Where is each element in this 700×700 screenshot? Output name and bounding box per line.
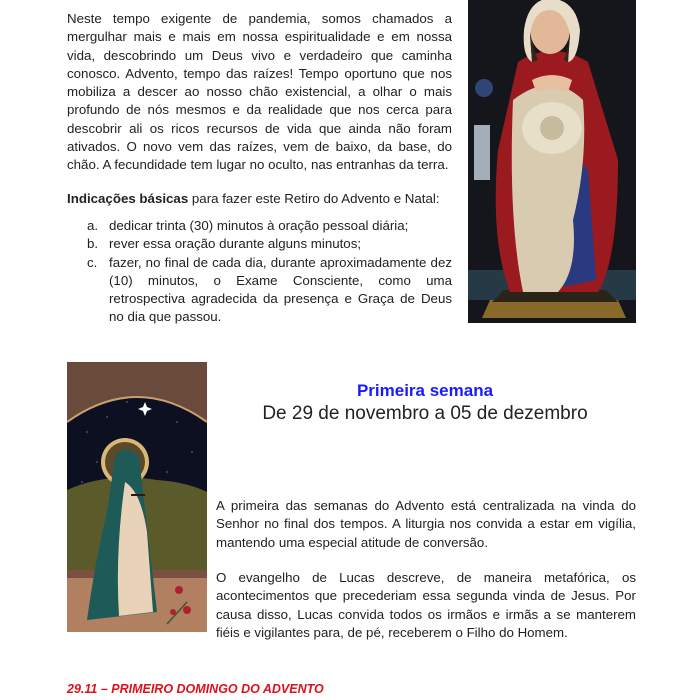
statue-image [468, 0, 636, 323]
indications-heading [67, 190, 452, 208]
list-marker: c. [87, 254, 98, 270]
list-item [87, 217, 452, 235]
intro-paragraph: Neste tempo exigente de pandemia, somos chamados a mergulhar mais e mais em nossa espiritualidade e em nossa vida, descobrindo um Deus vivo e verdadeiro que caminha conosco. Advento, tempo das raízes! Tempo oportuno que nos mobiliza a descer ao nosso chão existencial, a olhar o mais profundo de nós mesmos e da realidade que nos cerca para descobrir ali os ricos recursos de vida que ainda não foram ativados. O novo vem das raízes, vem de baixo, da base, do chão. A fecundidade tem lugar no oculto, nas entranhas da terra. [67, 11, 452, 173]
week-paragraph-2: O evangelho de Lucas descreve, de maneira metafórica, os acontecimentos que precederiam essa segunda vinda de Jesus. Por causa disso, Lucas convida todos os irmãos e irmãs a se manterem fiéis e vigilantes para, de pé, receberem o Filho do Homem. [216, 570, 636, 640]
indications-rest: para fazer este Retiro do Advento e Natal: [188, 191, 440, 206]
indications-list [87, 217, 452, 327]
list-marker: b. [87, 236, 99, 252]
list-item-text: fazer, no final de cada dia, durante aproximadamente dez (10) minutos, o Exame Consciente, como uma retrospectiva agradecida da presença e Graça de Deus no dia que passou. [109, 254, 452, 325]
list-item [87, 254, 452, 327]
week-dates: De 29 de novembro a 05 de dezembro [262, 403, 588, 424]
list-item-text: dedicar trinta (30) minutos à oração pessoal diária; [109, 218, 409, 233]
list-item [87, 235, 452, 253]
painting-illustration [67, 362, 207, 632]
statue-illustration [468, 0, 636, 323]
week-paragraph-1: A primeira das semanas do Advento está centralizada na vinda do Senhor no final dos tempos. A liturgia nos convida a estar em vigília, mantendo uma especial atitude de conversão. [216, 498, 636, 550]
painting-image [67, 362, 207, 632]
list-item-text: rever essa oração durante alguns minutos; [109, 236, 362, 252]
week-title: Primeira semana [356, 381, 494, 400]
indications-bold: Indicações básicas [67, 191, 189, 206]
sunday-heading: 29.11 – PRIMEIRO DOMINGO DO ADVENTO [67, 682, 324, 696]
list-marker: a. [87, 218, 99, 233]
